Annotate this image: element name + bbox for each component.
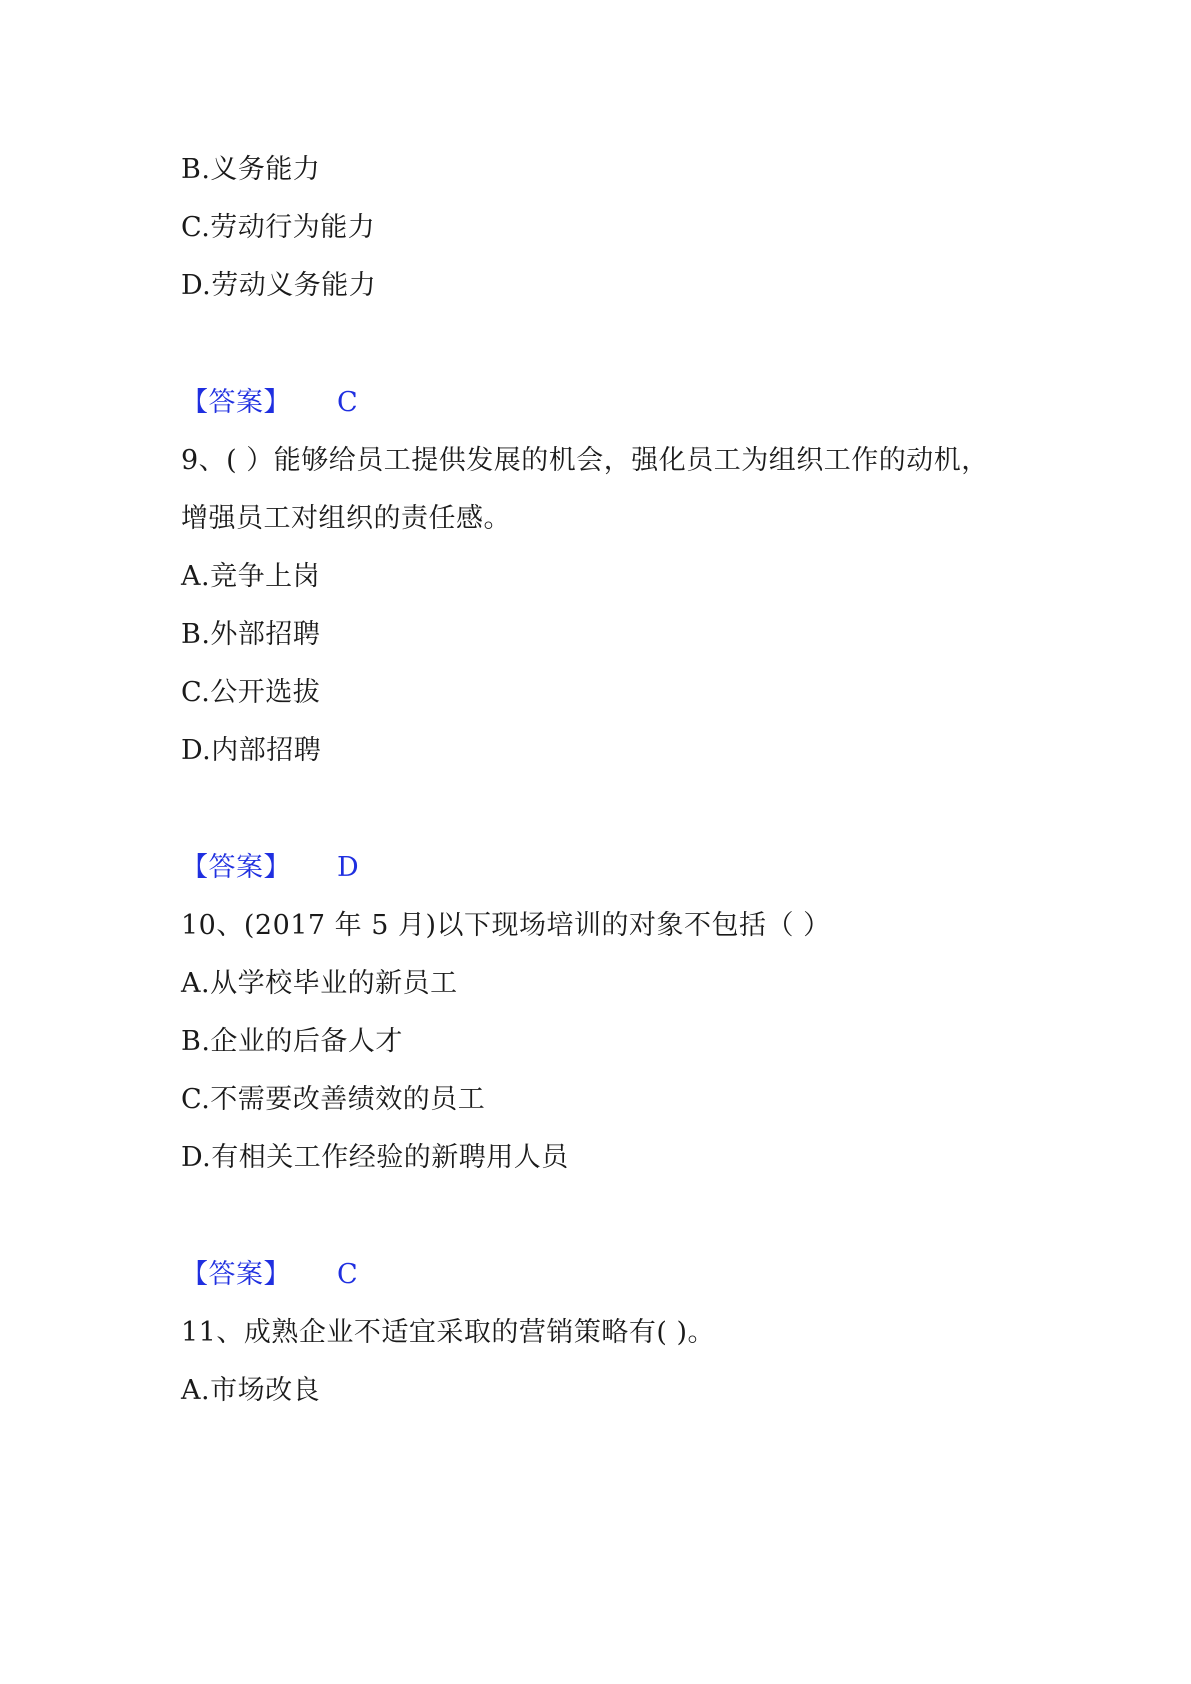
q9-stem-line1: 9、( ）能够给员工提供发展的机会，强化员工为组织工作的动机， [181, 445, 989, 476]
q10-option-a: A.从学校毕业的新员工 [181, 968, 458, 999]
q9-option-b: B.外部招聘 [181, 619, 321, 650]
q9-option-c: C.公开选拔 [181, 677, 321, 708]
q9-option-a: A.竞争上岗 [181, 561, 321, 592]
q8-option-d: D.劳动义务能力 [181, 270, 377, 301]
q10-option-b: B.企业的后备人才 [181, 1026, 403, 1057]
q11-option-a: A.市场改良 [181, 1375, 321, 1406]
q10-answer-value: C [337, 1259, 359, 1290]
q10-option-c: C.不需要改善绩效的员工 [181, 1084, 486, 1115]
q9-answer-label: 【答案】 [181, 852, 291, 883]
q8-answer [181, 385, 358, 421]
q8-answer-label: 【答案】 [181, 387, 291, 418]
q8-option-c: C.劳动行为能力 [181, 212, 376, 243]
q8-answer-value: C [337, 387, 359, 418]
q9-answer [181, 850, 359, 886]
q9-option-d: D.内部招聘 [181, 735, 322, 766]
q10-answer [181, 1257, 358, 1293]
q8-option-b: B.义务能力 [181, 154, 321, 185]
q9-answer-value: D [337, 852, 360, 883]
q9-stem-line2: 增强员工对组织的责任感。 [181, 503, 511, 534]
q10-stem: 10、(2017 年 5 月)以下现场培训的对象不包括（ ） [181, 910, 831, 941]
q10-answer-label: 【答案】 [181, 1259, 291, 1290]
q10-option-d: D.有相关工作经验的新聘用人员 [181, 1142, 569, 1173]
q11-stem: 11、成熟企业不适宜采取的营销策略有( )。 [181, 1317, 716, 1348]
